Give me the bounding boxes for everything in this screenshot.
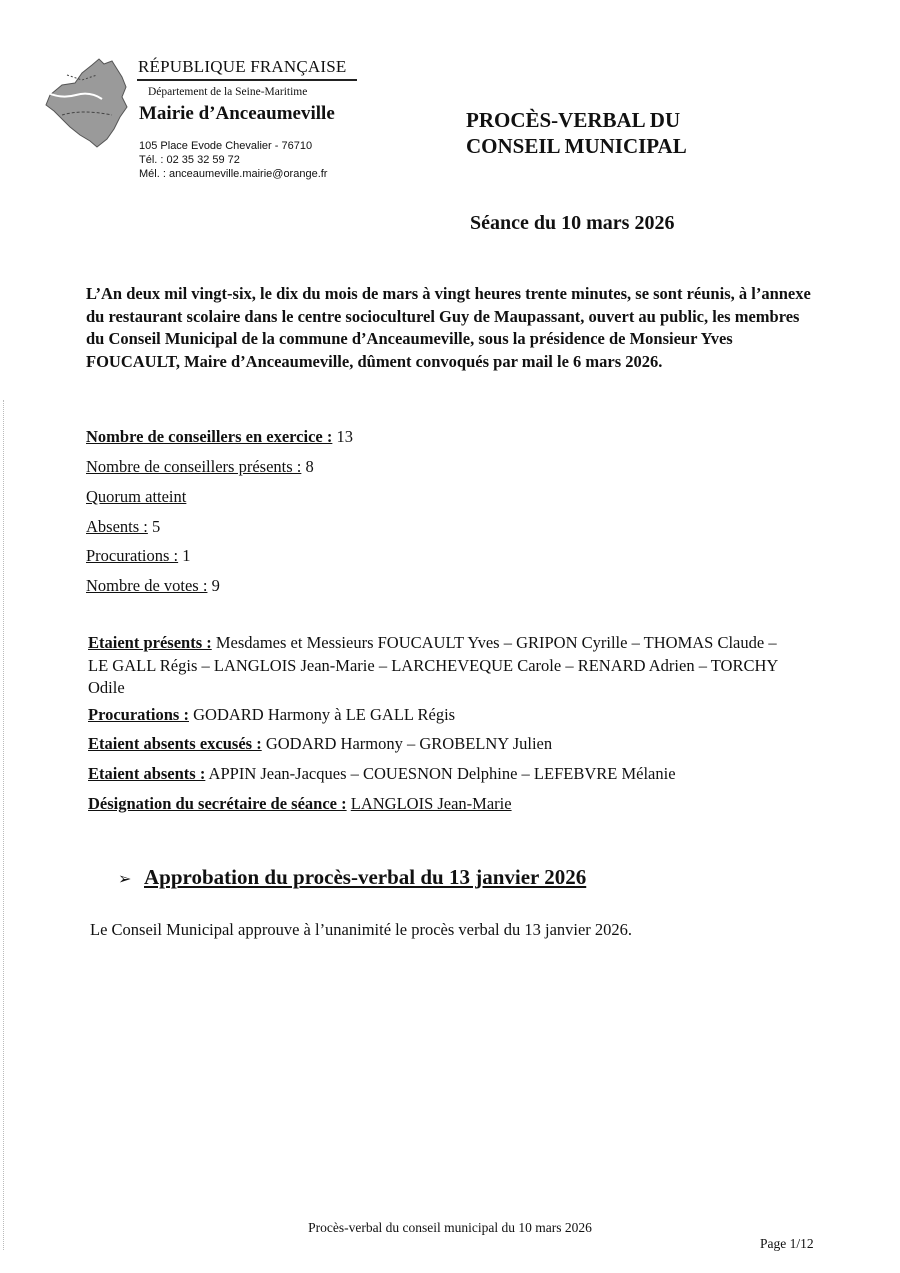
absent-row	[88, 764, 676, 784]
stat-label: Quorum atteint	[86, 487, 187, 506]
arrow-bullet-icon: ➢	[118, 869, 132, 888]
republic-heading: RÉPUBLIQUE FRANÇAISE	[138, 57, 347, 76]
secretary-row	[88, 794, 512, 814]
page-number: Page 1/12	[760, 1236, 814, 1251]
intro-paragraph: L’An deux mil vingt-six, le dix du mois de mars à vingt heures trente minutes, se sont réunis, à l’annexe du restaurant scolaire dans le centre socioculturel Guy de Maupassant, ouvert au public, les membres du Conseil Municipal de la commune d’Anceaumeville, sous la présidence de Monsieur Yves FOUCAULT, Maire d’Anceaumeville, dûment convoqués par mail le 6 mars 2026.	[86, 284, 811, 371]
absent-label: Etaient absents :	[88, 764, 206, 783]
approval-text: Le Conseil Municipal approuve à l’unanimité le procès verbal du 13 janvier 2026.	[90, 920, 633, 939]
stat-label: Absents :	[86, 517, 148, 536]
stat-value: 8	[301, 457, 314, 476]
scan-edge	[3, 400, 4, 1250]
absent-text: APPIN Jean-Jacques – COUESNON Delphine – LEFEBVRE Mélanie	[205, 764, 676, 783]
phone-line: Tél. : 02 35 32 59 72	[139, 154, 240, 166]
mairie-name: Mairie d’Anceaumeville	[139, 103, 335, 124]
stat-value: 5	[147, 517, 161, 536]
stat-present	[86, 457, 314, 477]
stat-value: 1	[178, 546, 191, 565]
section-title: Approbation du procès-verbal du 13 janvier 2026	[144, 865, 587, 889]
document-title	[466, 107, 687, 159]
session-date: Séance du 10 mars 2026	[470, 212, 675, 234]
stat-absent	[86, 517, 160, 537]
title-line-1: PROCÈS-VERBAL DU	[466, 108, 681, 132]
stat-value: 13	[332, 427, 353, 446]
footer-text: Procès-verbal du conseil municipal du 10 mars 2026	[308, 1220, 592, 1235]
stat-quorum	[86, 487, 186, 507]
title-line-2: CONSEIL MUNICIPAL	[466, 134, 687, 158]
secretary-text: LANGLOIS Jean-Marie	[350, 794, 512, 813]
present-label: Etaient présents :	[88, 633, 212, 652]
email-line: Mél. : anceaumeville.mairie@orange.fr	[139, 168, 328, 180]
stat-value: 9	[207, 576, 220, 595]
stat-label: Procurations :	[86, 546, 179, 565]
stat-label: Nombre de conseillers en exercice :	[86, 427, 333, 446]
excused-text: GODARD Harmony – GROBELNY Julien	[261, 734, 553, 753]
excused-row	[88, 734, 552, 754]
contact-block	[139, 139, 327, 181]
present-text: Mesdames et Messieurs FOUCAULT Yves – GRIPON Cyrille – THOMAS Claude – LE GALL Régis – LANGLOIS Jean-Marie – LARCHEVEQUE Carole – RENARD Adrien – TORCHY Odile	[88, 633, 778, 697]
proxies-label: Procurations :	[88, 705, 189, 724]
present-members	[88, 632, 788, 700]
proxies-text: GODARD Harmony à LE GALL Régis	[188, 705, 456, 724]
seine-maritime-logo	[42, 55, 137, 150]
secretary-label: Désignation du secrétaire de séance :	[88, 794, 347, 813]
header-rule	[137, 79, 357, 81]
section-heading	[118, 865, 586, 890]
proxies-row	[88, 705, 455, 725]
stat-votes	[86, 576, 220, 596]
excused-label: Etaient absents excusés :	[88, 734, 262, 753]
stat-label: Nombre de conseillers présents :	[86, 457, 302, 476]
address-line: 105 Place Evode Chevalier - 76710	[139, 140, 313, 152]
stat-in-office	[86, 427, 353, 447]
stat-label: Nombre de votes :	[86, 576, 208, 595]
stat-proxies	[86, 546, 191, 566]
department-line: Département de la Seine-Maritime	[148, 86, 308, 98]
